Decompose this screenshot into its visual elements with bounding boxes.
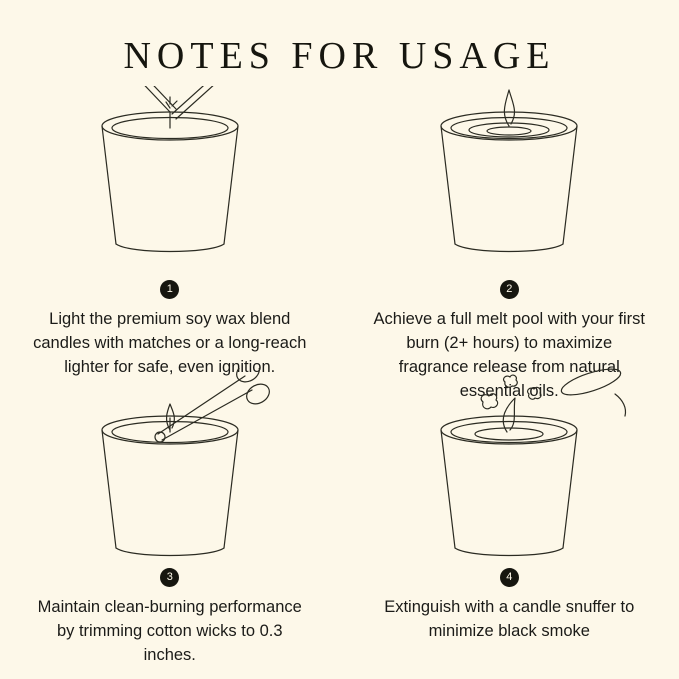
candle-with-matches-icon bbox=[20, 86, 320, 276]
steps-grid bbox=[0, 86, 679, 668]
step-card-1 bbox=[0, 86, 340, 376]
step-number-badge: 1 bbox=[160, 280, 179, 299]
step-number-badge: 4 bbox=[500, 568, 519, 587]
step-caption: Extinguish with a candle snuffer to minimize black smoke bbox=[384, 598, 635, 640]
step-card-2 bbox=[340, 86, 679, 400]
candle-full-melt-pool-icon bbox=[359, 86, 659, 276]
page-title: NOTES FOR USAGE bbox=[123, 35, 556, 77]
step-caption: Achieve a full melt pool with your first burn (2+ hours) to maximize fragrance release from natural essential oils. bbox=[373, 310, 645, 400]
candle-wick-trimmer-icon bbox=[20, 368, 320, 564]
step-card-3 bbox=[0, 368, 340, 668]
step-number-badge: 3 bbox=[160, 568, 179, 587]
step-number-badge: 2 bbox=[500, 280, 519, 299]
step-caption: Maintain clean-burning performance by trimming cotton wicks to 0.3 inches. bbox=[37, 598, 302, 664]
candle-snuffer-icon bbox=[359, 368, 659, 564]
step-caption: Light the premium soy wax blend candles with matches or a long-reach lighter for safe, even ignition. bbox=[33, 310, 307, 376]
step-card-4 bbox=[340, 368, 679, 668]
